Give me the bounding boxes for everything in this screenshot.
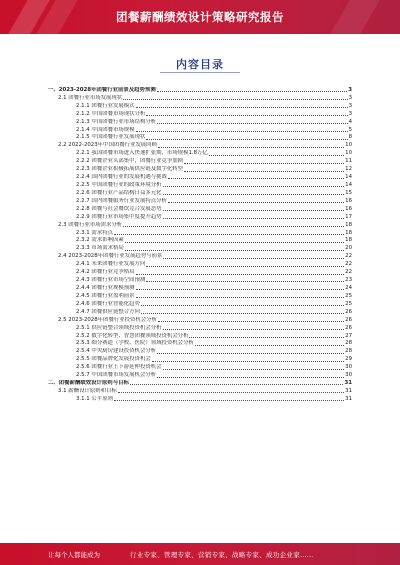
toc-dot-leader bbox=[209, 155, 344, 156]
toc-dot-leader bbox=[136, 274, 345, 275]
toc-entry[interactable] bbox=[48, 324, 352, 332]
toc-entry[interactable] bbox=[48, 292, 352, 300]
toc-dot-leader bbox=[146, 266, 344, 267]
toc-entry-page: 12 bbox=[345, 166, 352, 173]
toc-entry-title: 2.4.5 团餐行业盈利前景 bbox=[76, 292, 135, 299]
toc-dot-leader bbox=[157, 377, 344, 378]
toc-entry-page: 10 bbox=[345, 142, 352, 149]
toc-dot-leader bbox=[136, 289, 345, 290]
toc-entry-title: 2.1.5 中国团餐行业发展现状 bbox=[76, 134, 146, 141]
toc-entry-title: 2.2.2 团餐企业头部集中，团餐行业竞争加剧 bbox=[76, 158, 184, 165]
toc-entry[interactable] bbox=[48, 205, 352, 213]
toc-dot-leader bbox=[146, 115, 347, 116]
toc-entry-title: 2.2.4 国内团餐行业的发展机遇与挑战 bbox=[76, 174, 167, 181]
toc-entry[interactable] bbox=[48, 189, 352, 197]
toc-entry-page: 26 bbox=[345, 324, 352, 331]
toc-entry-title: 2.5.4 中央厨房建设投资机会分析 bbox=[76, 348, 157, 355]
toc-entry-title: 2.1.1 团餐行业发展模式 bbox=[76, 102, 135, 109]
toc-dot-leader bbox=[163, 194, 345, 195]
footer-banner bbox=[0, 543, 400, 565]
header-banner bbox=[0, 0, 400, 34]
footer-slogan-right: 行业专家、管理专家、营销专家、战略专家、成功企业家…… bbox=[130, 551, 314, 559]
toc-entry-title: 2.5 2023-2028年团餐行业投资机会分析 bbox=[58, 316, 157, 323]
toc-entry-title: 2.2.1 我国团餐市场进入快速扩张期，市场规模1.8万亿 bbox=[76, 150, 208, 157]
toc-dot-leader bbox=[157, 353, 344, 354]
toc-entry[interactable] bbox=[48, 149, 352, 157]
toc-entry-page: 8 bbox=[348, 134, 352, 141]
toc-dot-leader bbox=[141, 313, 344, 314]
toc-entry-page: 25 bbox=[345, 300, 352, 307]
toc-dot-leader bbox=[157, 91, 348, 92]
toc-dot-leader bbox=[195, 345, 344, 346]
toc-dot-leader bbox=[136, 107, 348, 108]
toc-entry[interactable] bbox=[48, 276, 352, 284]
toc-dot-leader bbox=[163, 258, 344, 259]
toc-dot-leader bbox=[118, 392, 344, 393]
toc-entry-title: 一、2023-2028年团餐行业前景及趋势预测 bbox=[48, 86, 156, 93]
toc-entry[interactable] bbox=[48, 165, 352, 173]
toc-entry-page: 22 bbox=[345, 261, 352, 268]
toc-entry[interactable] bbox=[48, 229, 352, 237]
toc-dot-leader bbox=[163, 210, 345, 211]
toc-entry-title: 2.4.7 团餐供应链整合方向 bbox=[76, 308, 140, 315]
toc-entry[interactable] bbox=[48, 141, 352, 149]
toc-entry-page: 31 bbox=[344, 380, 352, 387]
toc-entry-title: 2.5.6 团餐行业上下游延伸投资机会 bbox=[76, 364, 162, 371]
toc-dot-leader bbox=[168, 202, 344, 203]
toc-entry-title: 2.4.1 未来团餐行业发展方向 bbox=[76, 261, 146, 268]
toc-dot-leader bbox=[184, 171, 344, 172]
toc-entry-page: 31 bbox=[345, 387, 352, 394]
toc-entry-page: 10 bbox=[345, 150, 352, 157]
toc-entry-title: 2.2.7 国内团餐服务行业发展特点分析 bbox=[76, 197, 167, 204]
toc-entry[interactable] bbox=[48, 260, 352, 268]
toc-entry-page: 27 bbox=[345, 332, 352, 339]
toc-entry-page: 3 bbox=[348, 102, 352, 109]
toc-dot-leader bbox=[157, 123, 347, 124]
toc-entry[interactable] bbox=[48, 173, 352, 181]
toc-entry-page: 15 bbox=[345, 189, 352, 196]
toc-dot-leader bbox=[136, 131, 348, 132]
toc-dot-leader bbox=[163, 186, 345, 187]
toc-entry[interactable] bbox=[48, 181, 352, 189]
toc-entry-title: 2.1.3 中国团餐行业市场结构分析 bbox=[76, 118, 157, 125]
toc-dot-leader bbox=[184, 163, 344, 164]
toc-entry-title: 2.5.3 细分赛道（学校、医院）领域投资机会分析 bbox=[76, 340, 194, 347]
toc-entry[interactable] bbox=[48, 252, 352, 260]
toc-entry[interactable] bbox=[48, 387, 352, 395]
toc-entry-page: 4 bbox=[348, 118, 352, 125]
toc-entry-page: 3 bbox=[348, 86, 352, 93]
toc-entry-page: 16 bbox=[345, 205, 352, 212]
toc-entry-page: 28 bbox=[345, 348, 352, 355]
toc-entry-page: 3 bbox=[348, 110, 352, 117]
toc-entry[interactable] bbox=[48, 284, 352, 292]
toc-entry-page: 22 bbox=[345, 269, 352, 276]
toc-dot-leader bbox=[189, 337, 344, 338]
toc-entry-page: 5 bbox=[348, 126, 352, 133]
toc-heading-underline bbox=[160, 72, 240, 73]
toc-entry-page: 18 bbox=[345, 237, 352, 244]
toc-entry-page: 20 bbox=[345, 245, 352, 252]
toc-dot-leader bbox=[125, 242, 344, 243]
toc-dot-leader bbox=[163, 218, 345, 219]
toc-entry-title: 2.4.3 团餐行业市场空间预测 bbox=[76, 277, 146, 284]
toc-entry[interactable] bbox=[48, 340, 352, 348]
toc-entry[interactable] bbox=[48, 94, 352, 102]
toc-entry-page: 11 bbox=[345, 158, 352, 165]
toc-entry[interactable] bbox=[48, 221, 352, 229]
toc-dot-leader bbox=[130, 384, 344, 385]
toc-entry[interactable] bbox=[48, 363, 352, 371]
toc-entry-title: 2.5.7 中国团餐市场发展机会分析 bbox=[76, 372, 157, 379]
toc-entry-page: 3 bbox=[348, 94, 352, 101]
toc-dot-leader bbox=[158, 147, 344, 148]
toc-entry[interactable] bbox=[48, 332, 352, 340]
toc-entry-title: 2.2.3 团餐企业积极拓展供应链及数字化转型 bbox=[76, 166, 184, 173]
toc-entry[interactable] bbox=[48, 118, 352, 126]
toc-entry-title: 2.3 团餐行业市场需求分析 bbox=[58, 221, 123, 228]
toc-dot-leader bbox=[114, 400, 344, 401]
toc-entry[interactable] bbox=[48, 379, 352, 387]
toc-entry-page: 22 bbox=[345, 253, 352, 260]
toc-entry-title: 2.5.1 供应链整合领域投资机会分析 bbox=[76, 324, 162, 331]
toc-entry-page: 29 bbox=[345, 356, 352, 363]
toc-entry[interactable] bbox=[48, 347, 352, 355]
toc-entry[interactable] bbox=[48, 86, 352, 94]
toc-dot-leader bbox=[146, 281, 344, 282]
toc-entry[interactable] bbox=[48, 316, 352, 324]
toc-entry-title: 2.5.5 团餐品牌化发展投资机会 bbox=[76, 356, 151, 363]
toc-entry-page: 18 bbox=[345, 221, 352, 228]
toc-dot-leader bbox=[125, 250, 344, 251]
toc-entry-title: 2.3.2 需求影响因素 bbox=[76, 237, 124, 244]
toc-entry-title: 2.4.6 团餐行业智能化趋势 bbox=[76, 300, 140, 307]
toc-entry-title: 二、团餐薪酬绩效设计原则与目标 bbox=[48, 380, 129, 387]
footer-slogan-left: 让每个人都能成为 bbox=[48, 551, 100, 559]
toc-entry[interactable] bbox=[48, 237, 352, 245]
table-of-contents bbox=[48, 86, 352, 403]
toc-entry[interactable] bbox=[48, 395, 352, 403]
report-title: 团餐薪酬绩效设计策略研究报告 bbox=[116, 10, 284, 24]
toc-entry[interactable] bbox=[48, 371, 352, 379]
toc-entry[interactable] bbox=[48, 355, 352, 363]
toc-entry-page: 28 bbox=[345, 340, 352, 347]
toc-entry-title: 2.1.2 中国团餐市场现状分析 bbox=[76, 110, 146, 117]
toc-entry-page: 17 bbox=[345, 213, 352, 220]
toc-entry-page: 18 bbox=[345, 229, 352, 236]
toc-entry-title: 3.1.1 公平原则 bbox=[76, 395, 113, 402]
toc-entry[interactable] bbox=[48, 268, 352, 276]
toc-dot-leader bbox=[168, 178, 344, 179]
toc-entry-title: 2.2.9 团餐行业市场集中度提升趋势 bbox=[76, 213, 162, 220]
toc-heading: 内容目录 bbox=[176, 58, 224, 71]
toc-entry[interactable] bbox=[48, 244, 352, 252]
toc-entry[interactable] bbox=[48, 134, 352, 142]
toc-entry-title: 2.2.8 团餐与社会餐饮竞合发展态势 bbox=[76, 205, 162, 212]
toc-entry-page: 30 bbox=[345, 372, 352, 379]
toc-entry-page: 26 bbox=[345, 308, 352, 315]
toc-dot-leader bbox=[152, 361, 344, 362]
toc-dot-leader bbox=[114, 234, 344, 235]
toc-entry-page: 14 bbox=[345, 174, 352, 181]
toc-entry[interactable] bbox=[48, 102, 352, 110]
toc-entry-title: 2.4.2 团餐行业竞争格局 bbox=[76, 269, 135, 276]
toc-entry-title: 2.1 团餐行业市场发展现状 bbox=[58, 94, 123, 101]
toc-entry-page: 24 bbox=[345, 284, 352, 291]
toc-entry[interactable] bbox=[48, 308, 352, 316]
toc-dot-leader bbox=[141, 305, 344, 306]
toc-dot-leader bbox=[163, 369, 345, 370]
toc-entry-title: 2.1.4 中国团餐市场规模 bbox=[76, 126, 135, 133]
toc-entry[interactable] bbox=[48, 213, 352, 221]
toc-entry-title: 2.3.3 市场需求格局 bbox=[76, 245, 124, 252]
toc-dot-leader bbox=[158, 321, 344, 322]
toc-entry-title: 3.1 薪酬设计原则和目标 bbox=[58, 387, 117, 394]
toc-entry-title: 2.2 2022-2023年中国团餐行业发展回顾 bbox=[58, 142, 157, 149]
toc-entry[interactable] bbox=[48, 126, 352, 134]
toc-entry-page: 31 bbox=[345, 395, 352, 402]
toc-entry[interactable] bbox=[48, 157, 352, 165]
toc-dot-leader bbox=[163, 329, 345, 330]
toc-entry[interactable] bbox=[48, 300, 352, 308]
toc-entry-page: 26 bbox=[345, 316, 352, 323]
toc-entry-title: 2.4 2023-2028年团餐行业发展趋势与前景 bbox=[58, 253, 163, 260]
toc-dot-leader bbox=[123, 99, 347, 100]
toc-dot-leader bbox=[123, 226, 344, 227]
toc-entry-title: 2.2.5 中国团餐行业的政策环境分析 bbox=[76, 181, 162, 188]
toc-dot-leader bbox=[146, 139, 347, 140]
toc-entry-page: 25 bbox=[345, 292, 352, 299]
toc-entry-title: 2.5.2 数字化转型、智慧团餐领域投资机会分析 bbox=[76, 332, 189, 339]
toc-entry-title: 2.2.6 团餐行业产品结构日益多元化 bbox=[76, 189, 162, 196]
toc-entry-page: 30 bbox=[345, 364, 352, 371]
toc-entry-page: 16 bbox=[345, 197, 352, 204]
toc-entry[interactable] bbox=[48, 110, 352, 118]
toc-entry[interactable] bbox=[48, 197, 352, 205]
toc-entry-page: 23 bbox=[345, 277, 352, 284]
toc-entry-title: 2.4.4 团餐行业规模预测 bbox=[76, 284, 135, 291]
toc-entry-page: 14 bbox=[345, 181, 352, 188]
toc-entry-title: 2.3.1 需求特点 bbox=[76, 229, 113, 236]
toc-dot-leader bbox=[136, 297, 345, 298]
